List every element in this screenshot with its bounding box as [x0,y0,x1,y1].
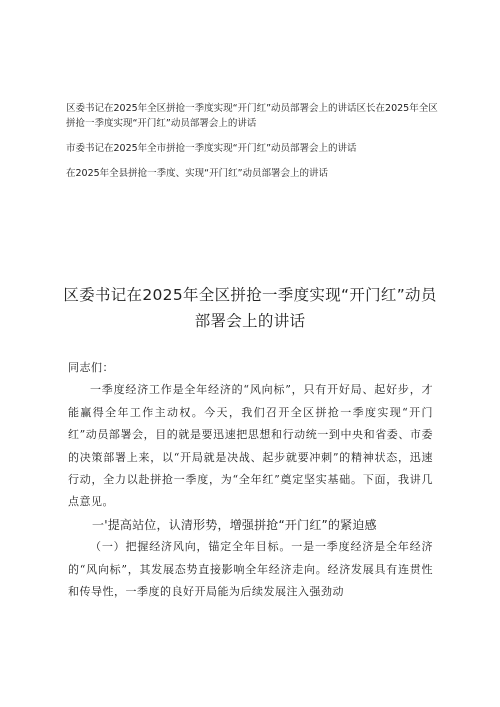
paragraph: （一）把握经济风向，锚定全年目标。一是一季度经济是全年经济的“风向标”，其发展态势直接影响全年经济走向。经济发展具有连贯性和传导性，一季度的良好开局能为后续发展注入强劲动 [68,540,433,599]
section-heading: 一'提高站位，认清形势，增强拼抢“开门红”的紧迫感 [92,517,377,532]
salutation: 同志们： [68,361,114,374]
toc-item: 在2025年全县拼抢一季度、实现“开门红”动员部署会上的讲话 [66,168,329,179]
toc-item: 市委书记在2025年全市拼抢一季度实现“开门红”动员部署会上的讲话 [66,143,357,154]
toc-list [66,101,446,191]
toc-item: 区委书记在2025年全区拼抢一季度实现“开门红”动员部署会上的讲话区长在2025年全区拼抢一季度实现“开门红”动员部署会上的讲话 [66,103,438,129]
document-body [68,357,433,603]
document-title: 区委书记在2025年全区拼抢一季度实现“开门红”动员部署会上的讲话 [63,286,437,330]
paragraph: 一季度经济工作是全年经济的“风向标”，只有开好局、起好步，才能赢得全年工作主动权。今天，我们召开全区拼抢一季度实现“开门红”动员部署会，目的就是要迅速把思想和行动统一到中央和省委、市委的决策部署上来，以“开局就是决战、起步就要冲刺”的精神状态，迅速行动，全力以赴拼抢一季度，为“全年红”奠定坚实基础。下面，我讲几点意见。 [68,383,433,509]
